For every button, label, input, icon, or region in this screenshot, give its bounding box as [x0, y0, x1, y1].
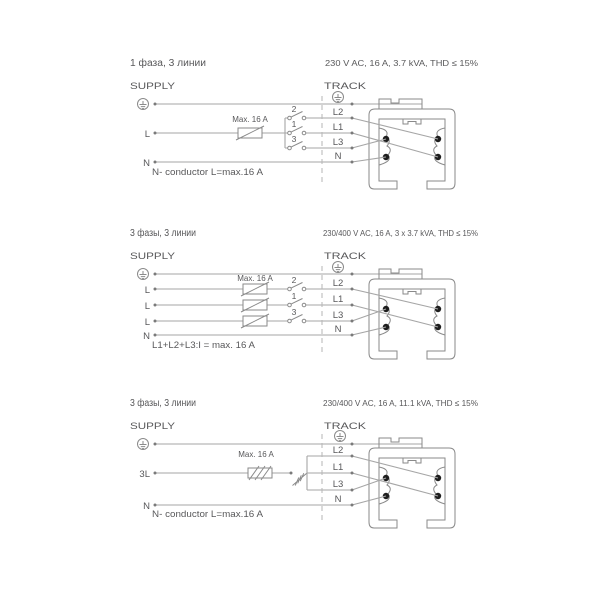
fuse-symbol-3pole	[248, 466, 272, 480]
supply-ground-icon	[138, 439, 149, 450]
supply-line-label-l2: L	[144, 301, 150, 312]
note-text: N- conductor L=max.16 A	[152, 509, 264, 520]
supply-line-label-l: L	[144, 129, 150, 140]
track-line-label-l1: L1	[332, 122, 344, 133]
switch-output-lines	[306, 289, 352, 321]
spec-title: 230/400 V AC, 16 A, 11.1 kVA, THD ≤ 15%	[323, 398, 479, 408]
supply-line-label-l1: L	[144, 285, 150, 296]
track-ground-icon	[335, 431, 346, 442]
track-heading: TRACK	[324, 421, 367, 432]
track-line-label-l1: L1	[332, 462, 344, 473]
supply-heading: SUPPLY	[130, 251, 176, 262]
track-line-label-l3: L3	[332, 137, 344, 148]
switch-symbol-1	[288, 127, 306, 135]
conductor-link-lines	[352, 289, 438, 335]
fuse-symbol	[236, 126, 264, 140]
track-line-label-l2: L2	[332, 445, 344, 456]
phase-feed-lines	[155, 289, 288, 321]
supply-line-label-3l: 3L	[139, 469, 150, 480]
phase-config-title: 3 фазы, 3 линии	[130, 398, 206, 409]
track-line-label-l3: L3	[332, 479, 344, 490]
fuse-rating-label: Max. 16 A	[238, 450, 274, 459]
track-line-label-l3: L3	[332, 310, 344, 321]
switch-output-lines	[306, 118, 352, 148]
track-cross-section	[369, 99, 455, 189]
fuse-rating-label: Max. 16 A	[232, 115, 268, 124]
switch-symbol-1	[288, 299, 306, 307]
supply-heading: SUPPLY	[130, 81, 176, 92]
spec-title: 230 V AC, 16 A, 3.7 kVA, THD ≤ 15%	[325, 58, 479, 68]
fuse-symbol-3	[241, 314, 269, 328]
track-ground-icon	[333, 92, 344, 103]
three-pole-switch-symbol	[293, 473, 308, 486]
switch-number-1: 1	[291, 291, 297, 301]
track-cross-section	[369, 438, 455, 528]
switch-number-2: 2	[291, 104, 297, 114]
switch-number-3: 3	[291, 307, 297, 317]
track-heading: TRACK	[324, 251, 367, 262]
phase-config-title: 3 фазы, 3 линии	[130, 228, 206, 239]
supply-ground-icon	[138, 99, 149, 110]
switch-symbol-2	[288, 112, 306, 120]
note-text: L1+L2+L3:I = max. 16 A	[152, 340, 256, 351]
supply-line-label-l3: L	[144, 317, 150, 328]
track-line-label-n: N	[334, 494, 342, 505]
note-text: N- conductor L=max.16 A	[152, 167, 264, 178]
switch-number-2: 2	[291, 275, 297, 285]
switch-number-1: 1	[291, 119, 297, 129]
switch-symbol-3	[288, 315, 306, 323]
fuse-rating-label: Max. 16 A	[237, 274, 273, 283]
switch-number-3: 3	[291, 134, 297, 144]
supply-heading: SUPPLY	[130, 421, 176, 432]
track-line-label-l1: L1	[332, 294, 344, 305]
supply-ground-icon	[138, 269, 149, 280]
supply-line-label-n: N	[143, 331, 150, 342]
diagram-1	[130, 57, 478, 189]
phase-bracket-lines	[307, 456, 352, 490]
fuse-symbol-2	[241, 298, 269, 312]
phase-config-title: 1 фаза, 3 линии	[130, 58, 205, 69]
supply-line-label-n: N	[143, 501, 150, 512]
track-cross-section	[369, 269, 455, 359]
switch-symbol-3	[288, 142, 306, 150]
diagram-2	[130, 227, 478, 359]
diagram-3	[130, 397, 478, 528]
switch-symbol-2	[288, 283, 306, 291]
track-ground-icon	[333, 262, 344, 273]
fuse-symbol-1	[241, 282, 269, 296]
track-line-label-n: N	[334, 324, 342, 335]
track-line-label-l2: L2	[332, 278, 344, 289]
track-heading: TRACK	[324, 81, 367, 92]
spec-title: 230/400 V AC, 16 A, 3 x 3.7 kVA, THD ≤ 15%	[323, 228, 479, 238]
conductor-link-lines	[352, 118, 438, 162]
conductor-link-lines	[352, 456, 438, 505]
supply-line-label-n: N	[143, 158, 150, 169]
track-line-label-l2: L2	[332, 107, 344, 118]
track-line-label-n: N	[334, 151, 342, 162]
